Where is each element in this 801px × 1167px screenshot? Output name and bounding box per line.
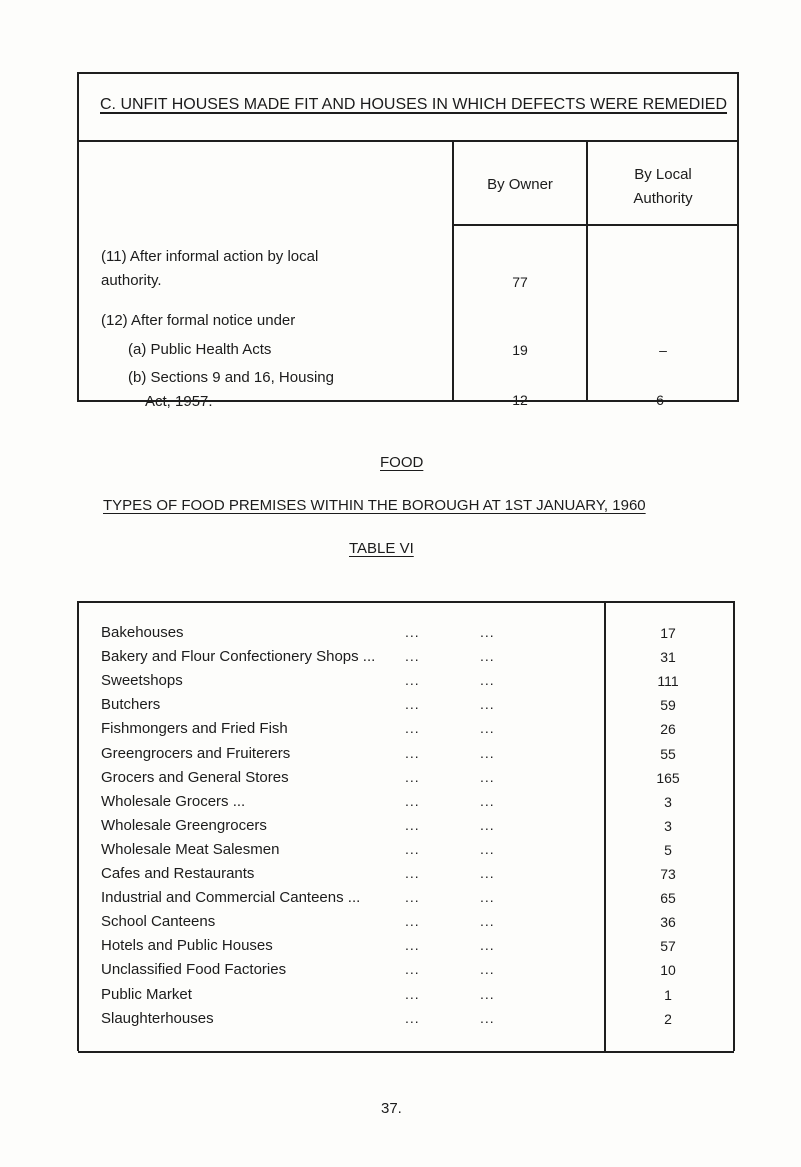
row-12a-owner: 19: [512, 342, 528, 358]
row-11-owner: 77: [512, 274, 528, 290]
row-label: Wholesale Grocers ...: [101, 793, 246, 810]
row-value: 57: [660, 938, 676, 954]
row-label: Bakehouses: [101, 624, 184, 641]
dot-leader: ...: [480, 913, 495, 929]
row-label: Cafes and Restaurants: [101, 865, 255, 882]
row-12-label: (12) After formal notice under: [101, 312, 296, 329]
dot-leader: ...: [405, 793, 420, 809]
row-label: Grocers and General Stores: [101, 769, 289, 786]
row-value: 10: [660, 962, 676, 978]
dot-leader: ...: [405, 672, 420, 688]
row-value: 3: [664, 794, 672, 810]
dot-leader: ...: [405, 696, 420, 712]
row-12b-owner: 12: [512, 392, 528, 408]
section-c-title: C. UNFIT HOUSES MADE FIT AND HOUSES IN WHICH DEFECTS WERE REMEDIED: [100, 96, 728, 113]
row-value: 73: [660, 866, 676, 882]
dot-leader: ...: [480, 889, 495, 905]
row-label: Bakery and Flour Confectionery Shops ...: [101, 648, 376, 665]
rule: [77, 72, 79, 402]
row-label: Sweetshops: [101, 672, 183, 689]
row-label: Industrial and Commercial Canteens ...: [101, 889, 361, 906]
dot-leader: ...: [480, 986, 495, 1002]
row-value: 3: [664, 818, 672, 834]
dot-leader: ...: [480, 672, 495, 688]
row-value: 65: [660, 890, 676, 906]
row-value: 26: [660, 721, 676, 737]
row-label: Wholesale Greengrocers: [101, 817, 267, 834]
row-12b-label-2: Act, 1957.: [145, 393, 213, 410]
row-value: 59: [660, 697, 676, 713]
food-subheading: TYPES OF FOOD PREMISES WITHIN THE BOROUGH AT 1ST JANUARY, 1960: [103, 497, 646, 514]
row-label: School Canteens: [101, 913, 216, 930]
row-value: 5: [664, 842, 672, 858]
rule: [78, 140, 738, 142]
dot-leader: ...: [405, 769, 420, 785]
dot-leader: ...: [480, 937, 495, 953]
dot-leader: ...: [480, 961, 495, 977]
row-label: Unclassified Food Factories: [101, 961, 287, 978]
dot-leader: ...: [405, 745, 420, 761]
dot-leader: ...: [405, 865, 420, 881]
row-label: Public Market: [101, 986, 192, 1003]
row-value: 1: [664, 987, 672, 1003]
dot-leader: ...: [405, 1010, 420, 1026]
dot-leader: ...: [480, 1010, 495, 1026]
rule: [78, 1051, 734, 1053]
row-value: 36: [660, 914, 676, 930]
row-value: 2: [664, 1011, 672, 1027]
row-label: Greengrocers and Fruiterers: [101, 745, 291, 762]
rule: [737, 72, 739, 402]
rule: [78, 601, 734, 603]
dot-leader: ...: [480, 769, 495, 785]
dot-leader: ...: [480, 696, 495, 712]
row-12b-label-1: (b) Sections 9 and 16, Housing: [128, 369, 334, 386]
dot-leader: ...: [480, 648, 495, 664]
row-12a-label: (a) Public Health Acts: [128, 341, 272, 358]
col-header-local-1: By Local: [634, 166, 692, 183]
row-11-label-2: authority.: [101, 272, 162, 289]
dot-leader: ...: [405, 986, 420, 1002]
dot-leader: ...: [405, 937, 420, 953]
row-label: Slaughterhouses: [101, 1010, 214, 1027]
dot-leader: ...: [405, 624, 420, 640]
row-12a-local: –: [659, 342, 667, 358]
dot-leader: ...: [405, 889, 420, 905]
row-label: Hotels and Public Houses: [101, 937, 273, 954]
rule: [77, 601, 79, 1051]
dot-leader: ...: [405, 817, 420, 833]
dot-leader: ...: [405, 961, 420, 977]
dot-leader: ...: [405, 913, 420, 929]
row-value: 111: [657, 673, 679, 689]
rule: [77, 758, 79, 763]
food-heading: FOOD: [380, 454, 424, 471]
dot-leader: ...: [405, 648, 420, 664]
table-vi-title: TABLE VI: [349, 540, 414, 557]
row-value: 55: [660, 746, 676, 762]
row-12b-local: 6: [656, 392, 664, 408]
rule: [78, 72, 738, 74]
col-header-local-2: Authority: [633, 190, 693, 207]
dot-leader: ...: [480, 817, 495, 833]
dot-leader: ...: [480, 841, 495, 857]
rule: [452, 224, 738, 226]
row-value: 165: [656, 770, 680, 786]
dot-leader: ...: [405, 841, 420, 857]
row-label: Fishmongers and Fried Fish: [101, 720, 288, 737]
dot-leader: ...: [480, 793, 495, 809]
rule: [604, 601, 606, 1051]
dot-leader: ...: [480, 865, 495, 881]
dot-leader: ...: [480, 720, 495, 736]
row-value: 31: [660, 649, 676, 665]
row-label: Wholesale Meat Salesmen: [101, 841, 280, 858]
row-value: 17: [660, 625, 676, 641]
rule: [733, 601, 735, 1051]
dot-leader: ...: [405, 720, 420, 736]
dot-leader: ...: [480, 624, 495, 640]
page-number: 37.: [381, 1100, 402, 1117]
dot-leader: ...: [480, 745, 495, 761]
col-header-owner: By Owner: [487, 176, 553, 193]
row-11-label-1: (11) After informal action by local: [101, 248, 319, 265]
row-label: Butchers: [101, 696, 161, 713]
